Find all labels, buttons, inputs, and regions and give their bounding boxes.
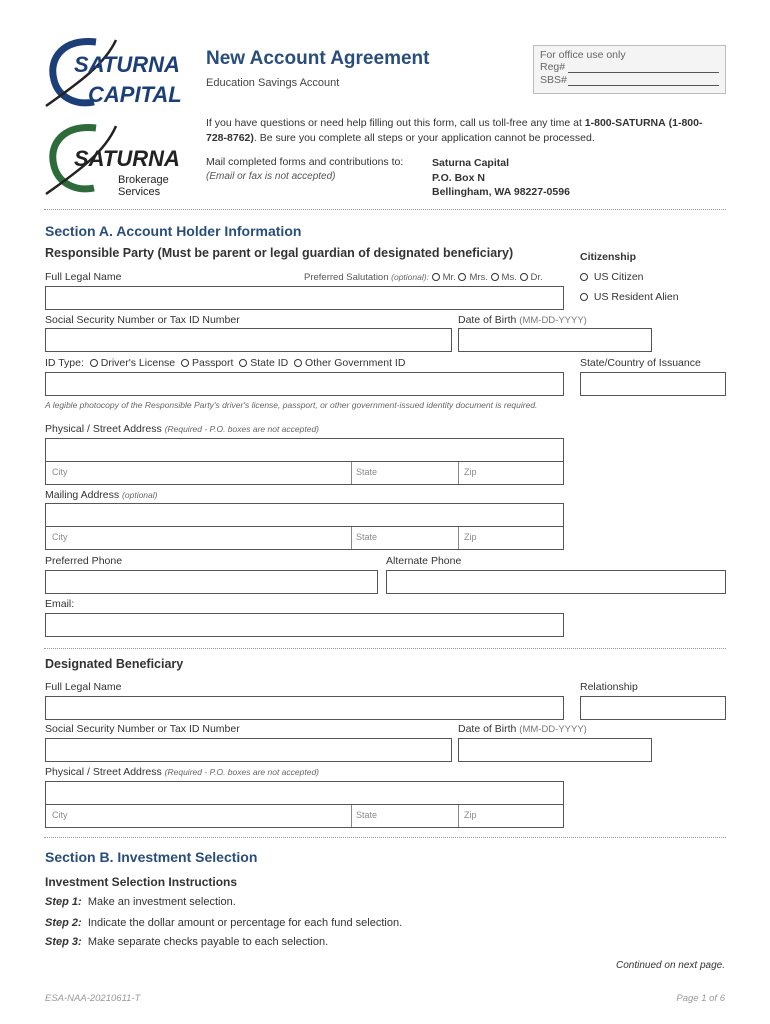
ben-full-name-label: Full Legal Name bbox=[45, 681, 122, 693]
mailing-address-block: Saturna Capital P.O. Box N Bellingham, WA 98227-0596 bbox=[432, 157, 570, 198]
zip-label: Zip bbox=[464, 467, 477, 477]
photocopy-note: A legible photocopy of the Responsible Party's driver's license, passport, or other government-issued identity document is required. bbox=[45, 400, 538, 410]
mail-note: (Email or fax is not accepted) bbox=[206, 171, 336, 182]
rp-mailing-csz-field[interactable] bbox=[45, 526, 564, 550]
step-1: Step 1: Make an investment selection. bbox=[45, 896, 236, 908]
ben-full-name-field[interactable] bbox=[45, 696, 564, 720]
office-use-box bbox=[533, 45, 726, 94]
section-a-title: Section A. Account Holder Information bbox=[45, 223, 302, 239]
rp-physical-csz-field[interactable] bbox=[45, 461, 564, 485]
responsible-party-title: Responsible Party (Must be parent or legal guardian of designated beneficiary) bbox=[45, 246, 514, 260]
divider bbox=[44, 648, 726, 649]
page-subtitle: Education Savings Account bbox=[206, 77, 340, 89]
state-country-label: State/Country of Issuance bbox=[580, 357, 701, 369]
section-b-title: Section B. Investment Selection bbox=[45, 849, 258, 865]
city-label: City bbox=[52, 467, 68, 477]
reg-label: Reg# bbox=[540, 61, 566, 73]
ben-physical-csz-field[interactable] bbox=[45, 804, 564, 828]
ben-ssn-label: Social Security Number or Tax ID Number bbox=[45, 723, 240, 735]
ben-dob-label: Date of Birth (MM-DD-YYYY) bbox=[458, 723, 587, 735]
salutation-ms[interactable]: Ms. bbox=[491, 272, 517, 283]
zip-label: Zip bbox=[464, 532, 477, 542]
saturna-capital-logo bbox=[44, 36, 184, 108]
beneficiary-title: Designated Beneficiary bbox=[45, 657, 184, 671]
ben-physical-label: Physical / Street Address (Required - P.O. boxes are not accepted) bbox=[45, 766, 320, 778]
office-use-title: For office use only bbox=[540, 49, 626, 61]
rp-physical-label: Physical / Street Address (Required - P.O. boxes are not accepted) bbox=[45, 423, 320, 435]
alt-phone-field[interactable] bbox=[386, 570, 726, 594]
relationship-field[interactable] bbox=[580, 696, 726, 720]
pref-phone-label: Preferred Phone bbox=[45, 555, 123, 567]
rp-ssn-label: Social Security Number or Tax ID Number bbox=[45, 314, 240, 326]
page-title: New Account Agreement bbox=[206, 48, 430, 69]
page-number: Page 1 of 6 bbox=[676, 993, 725, 1004]
rp-mailing-label: Mailing Address (optional) bbox=[45, 489, 158, 501]
sbs-line[interactable] bbox=[568, 85, 719, 86]
email-field[interactable] bbox=[45, 613, 564, 637]
city-label: City bbox=[52, 532, 68, 542]
continued-note: Continued on next page. bbox=[616, 960, 725, 971]
divider bbox=[44, 209, 726, 210]
citizenship-label: Citizenship bbox=[580, 251, 637, 263]
ben-dob-field[interactable] bbox=[458, 738, 652, 762]
logo2-line1: SATURNA bbox=[74, 146, 180, 171]
form-code: ESA-NAA-20210611-T bbox=[45, 993, 141, 1004]
step-3: Step 3: Make separate checks payable to each selection. bbox=[45, 936, 329, 948]
mail-label: Mail completed forms and contributions to: bbox=[206, 156, 404, 168]
id-drivers-license-option[interactable]: Driver's License bbox=[90, 357, 175, 369]
email-label: Email: bbox=[45, 598, 75, 610]
alt-phone-label: Alternate Phone bbox=[386, 555, 462, 567]
logo1-line2: CAPITAL bbox=[88, 82, 182, 107]
instructions-title: Investment Selection Instructions bbox=[45, 875, 238, 889]
salutation-mrs[interactable]: Mrs. bbox=[458, 272, 487, 283]
ben-ssn-field[interactable] bbox=[45, 738, 452, 762]
ben-physical-address-field[interactable] bbox=[45, 781, 564, 805]
citizen-resident-option[interactable]: US Resident Alien bbox=[580, 291, 679, 303]
rp-dob-label: Date of Birth (MM-DD-YYYY) bbox=[458, 314, 587, 326]
state-label: State bbox=[356, 467, 378, 477]
step-2: Step 2: Indicate the dollar amount or percentage for each fund selection. bbox=[45, 917, 403, 929]
logo2-line2: Brokerage bbox=[118, 174, 169, 186]
zip-label: Zip bbox=[464, 810, 477, 820]
rp-full-name-field[interactable] bbox=[45, 286, 564, 310]
salutation-group: Preferred Salutation (optional): Mr. Mrs. Ms. Dr. bbox=[304, 272, 543, 283]
id-other-option[interactable]: Other Government ID bbox=[294, 357, 405, 369]
state-label: State bbox=[356, 810, 378, 820]
salutation-mr[interactable]: Mr. bbox=[432, 272, 456, 283]
rp-ssn-field[interactable] bbox=[45, 328, 452, 352]
saturna-brokerage-logo bbox=[44, 122, 184, 198]
logo2-line3: Services bbox=[118, 186, 161, 198]
rp-physical-address-field[interactable] bbox=[45, 438, 564, 462]
divider bbox=[44, 837, 726, 838]
sbs-label: SBS# bbox=[540, 74, 567, 86]
rp-mailing-address-field[interactable] bbox=[45, 503, 564, 527]
relationship-label: Relationship bbox=[580, 681, 638, 693]
reg-line[interactable] bbox=[568, 72, 719, 73]
state-country-field[interactable] bbox=[580, 372, 726, 396]
rp-dob-field[interactable] bbox=[458, 328, 652, 352]
id-number-field[interactable] bbox=[45, 372, 564, 396]
id-state-id-option[interactable]: State ID bbox=[239, 357, 288, 369]
pref-phone-field[interactable] bbox=[45, 570, 378, 594]
id-passport-option[interactable]: Passport bbox=[181, 357, 233, 369]
citizen-us-option[interactable]: US Citizen bbox=[580, 271, 644, 283]
id-type-group: ID Type: Driver's License Passport State ID Other Government ID bbox=[45, 357, 406, 369]
logo1-line1: SATURNA bbox=[74, 52, 180, 77]
state-label: State bbox=[356, 532, 378, 542]
help-text: If you have questions or need help filling out this form, call us toll-free any time at 1-800-SATURNA (1-800-728-8762). Be sure you complete all steps or your application cannot be processed. bbox=[206, 117, 703, 144]
salutation-dr[interactable]: Dr. bbox=[520, 272, 543, 283]
city-label: City bbox=[52, 810, 68, 820]
rp-full-name-label: Full Legal Name bbox=[45, 271, 122, 283]
